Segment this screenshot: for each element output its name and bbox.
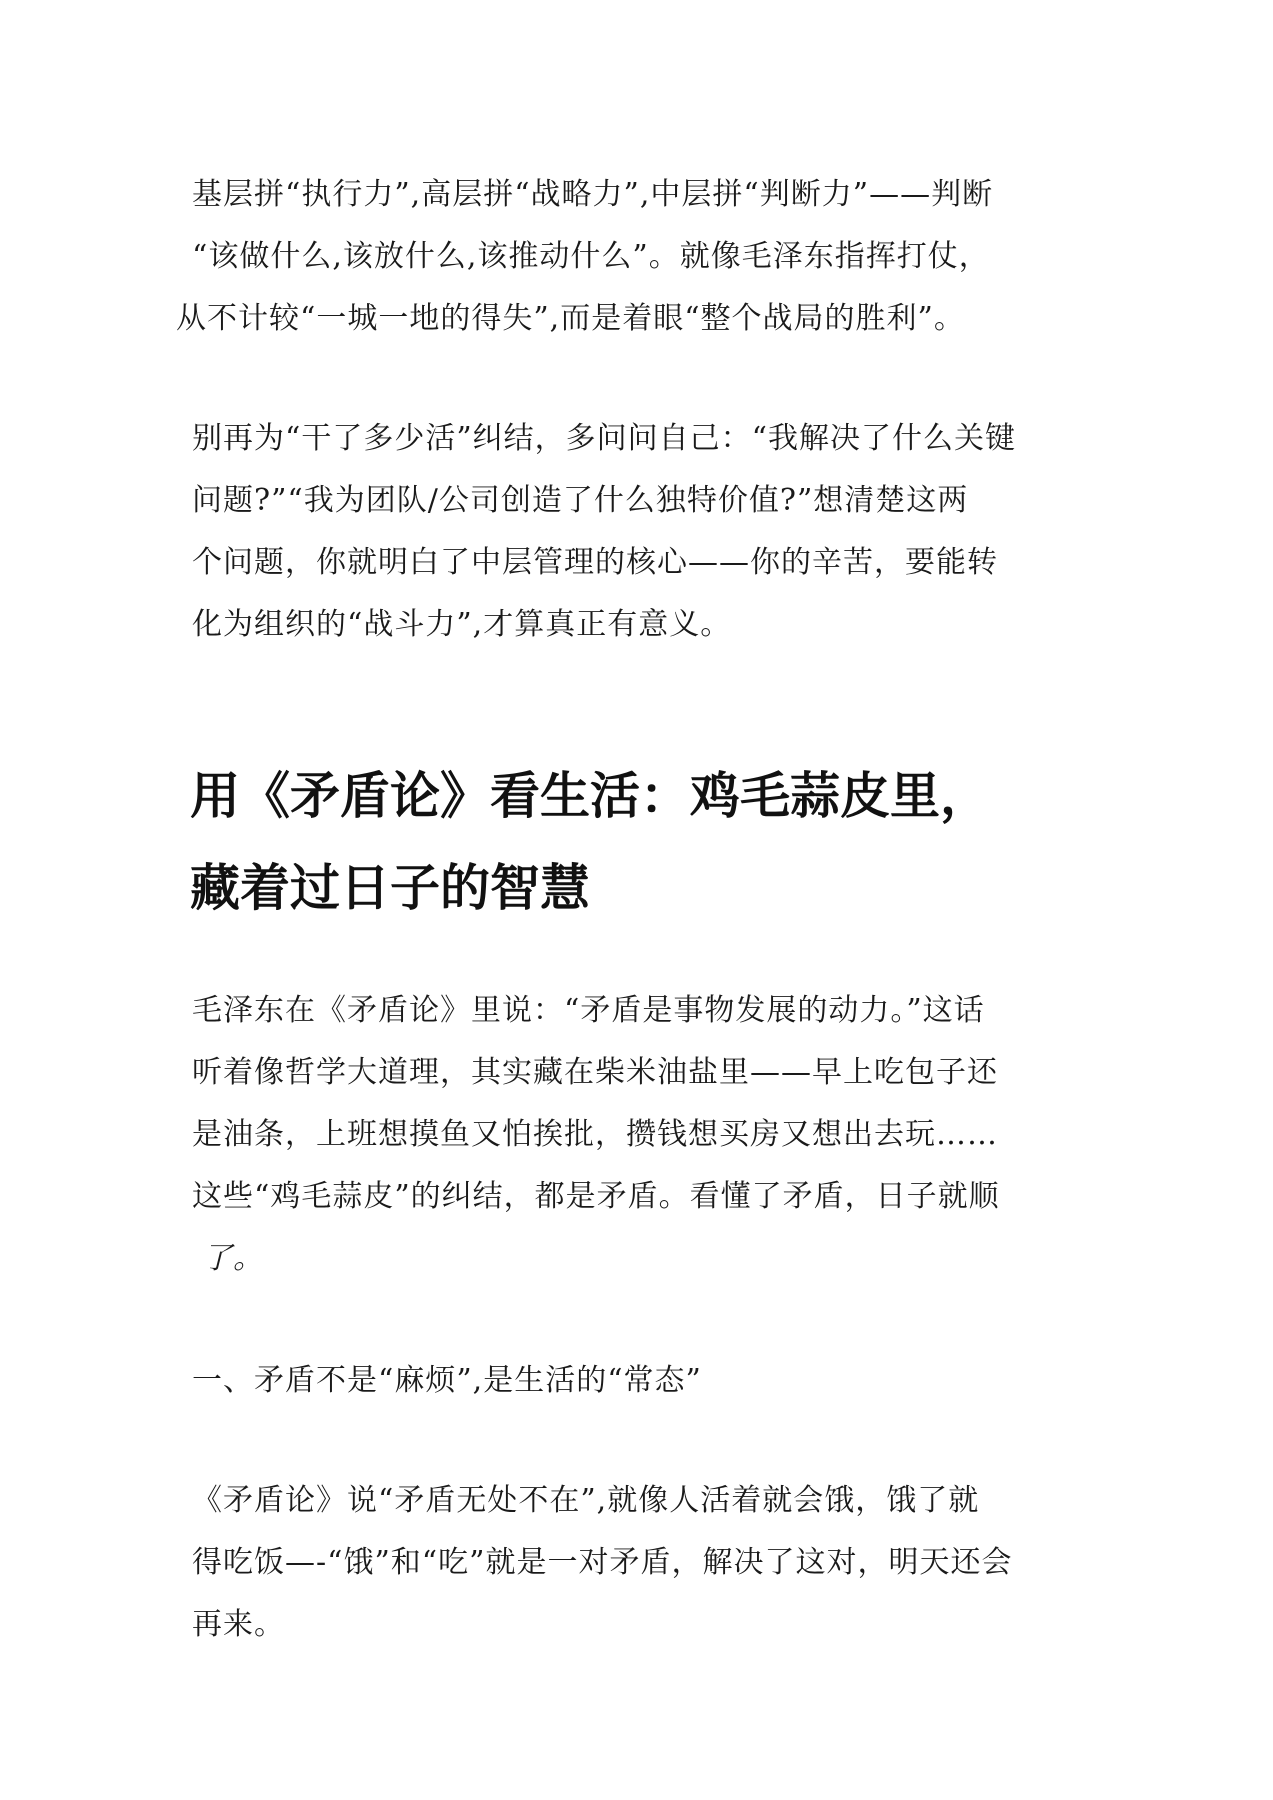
paragraph-contradiction-everywhere xyxy=(192,1470,1092,1656)
paragraph-value-questions xyxy=(192,408,1092,656)
text-line: 问题?”“我为团队/公司创造了什么独特价值?”想清楚这两 xyxy=(192,483,969,518)
subheading: 一、矛盾不是“麻烦”,是生活的“常态” xyxy=(192,1363,702,1398)
paragraph-contradiction-intro xyxy=(192,980,1092,1290)
text-line: 化为组织的“战斗力”,才算真正有意义。 xyxy=(192,607,732,642)
text-line: 了。 xyxy=(202,1241,264,1276)
text-line: 基层拼“执行力”,高层拼“战略力”,中层拼“判断力”——判断 xyxy=(192,177,994,212)
paragraph-middle-management-judgment xyxy=(176,164,1092,350)
heading-line: 藏着过日子的智慧 xyxy=(190,859,590,917)
text-line: 从不计较“一城一地的得失”,而是着眼“整个战局的胜利”。 xyxy=(176,301,965,336)
text-line: 个问题，你就明白了中层管理的核心——你的辛苦，要能转 xyxy=(192,545,998,580)
heading-line: 用《矛盾论》看生活：鸡毛蒜皮里， xyxy=(190,767,990,825)
text-line: 这些“鸡毛蒜皮”的纠结，都是矛盾。看懂了矛盾，日子就顺 xyxy=(192,1179,1000,1214)
text-line: 别再为“干了多少活”纠结，多问问自己：“我解决了什么关键 xyxy=(192,421,1017,456)
text-line: 是油条，上班想摸鱼又怕挨批，攒钱想买房又想出去玩…… xyxy=(192,1117,998,1152)
section-heading xyxy=(190,750,1110,934)
text-line: “该做什么,该放什么,该推动什么”。就像毛泽东指挥打仗， xyxy=(192,239,990,274)
text-line: 再来。 xyxy=(192,1607,285,1642)
text-line: 毛泽东在《矛盾论》里说：“矛盾是事物发展的动力。”这话 xyxy=(192,993,985,1028)
text-line: 听着像哲学大道理，其实藏在柴米油盐里——早上吃包子还 xyxy=(192,1055,998,1090)
text-line: 得吃饭—-“饿”和“吃”就是一对矛盾，解决了这对，明天还会 xyxy=(192,1545,1013,1580)
text-line: 《矛盾论》说“矛盾无处不在”,就像人活着就会饿，饿了就 xyxy=(192,1483,980,1518)
